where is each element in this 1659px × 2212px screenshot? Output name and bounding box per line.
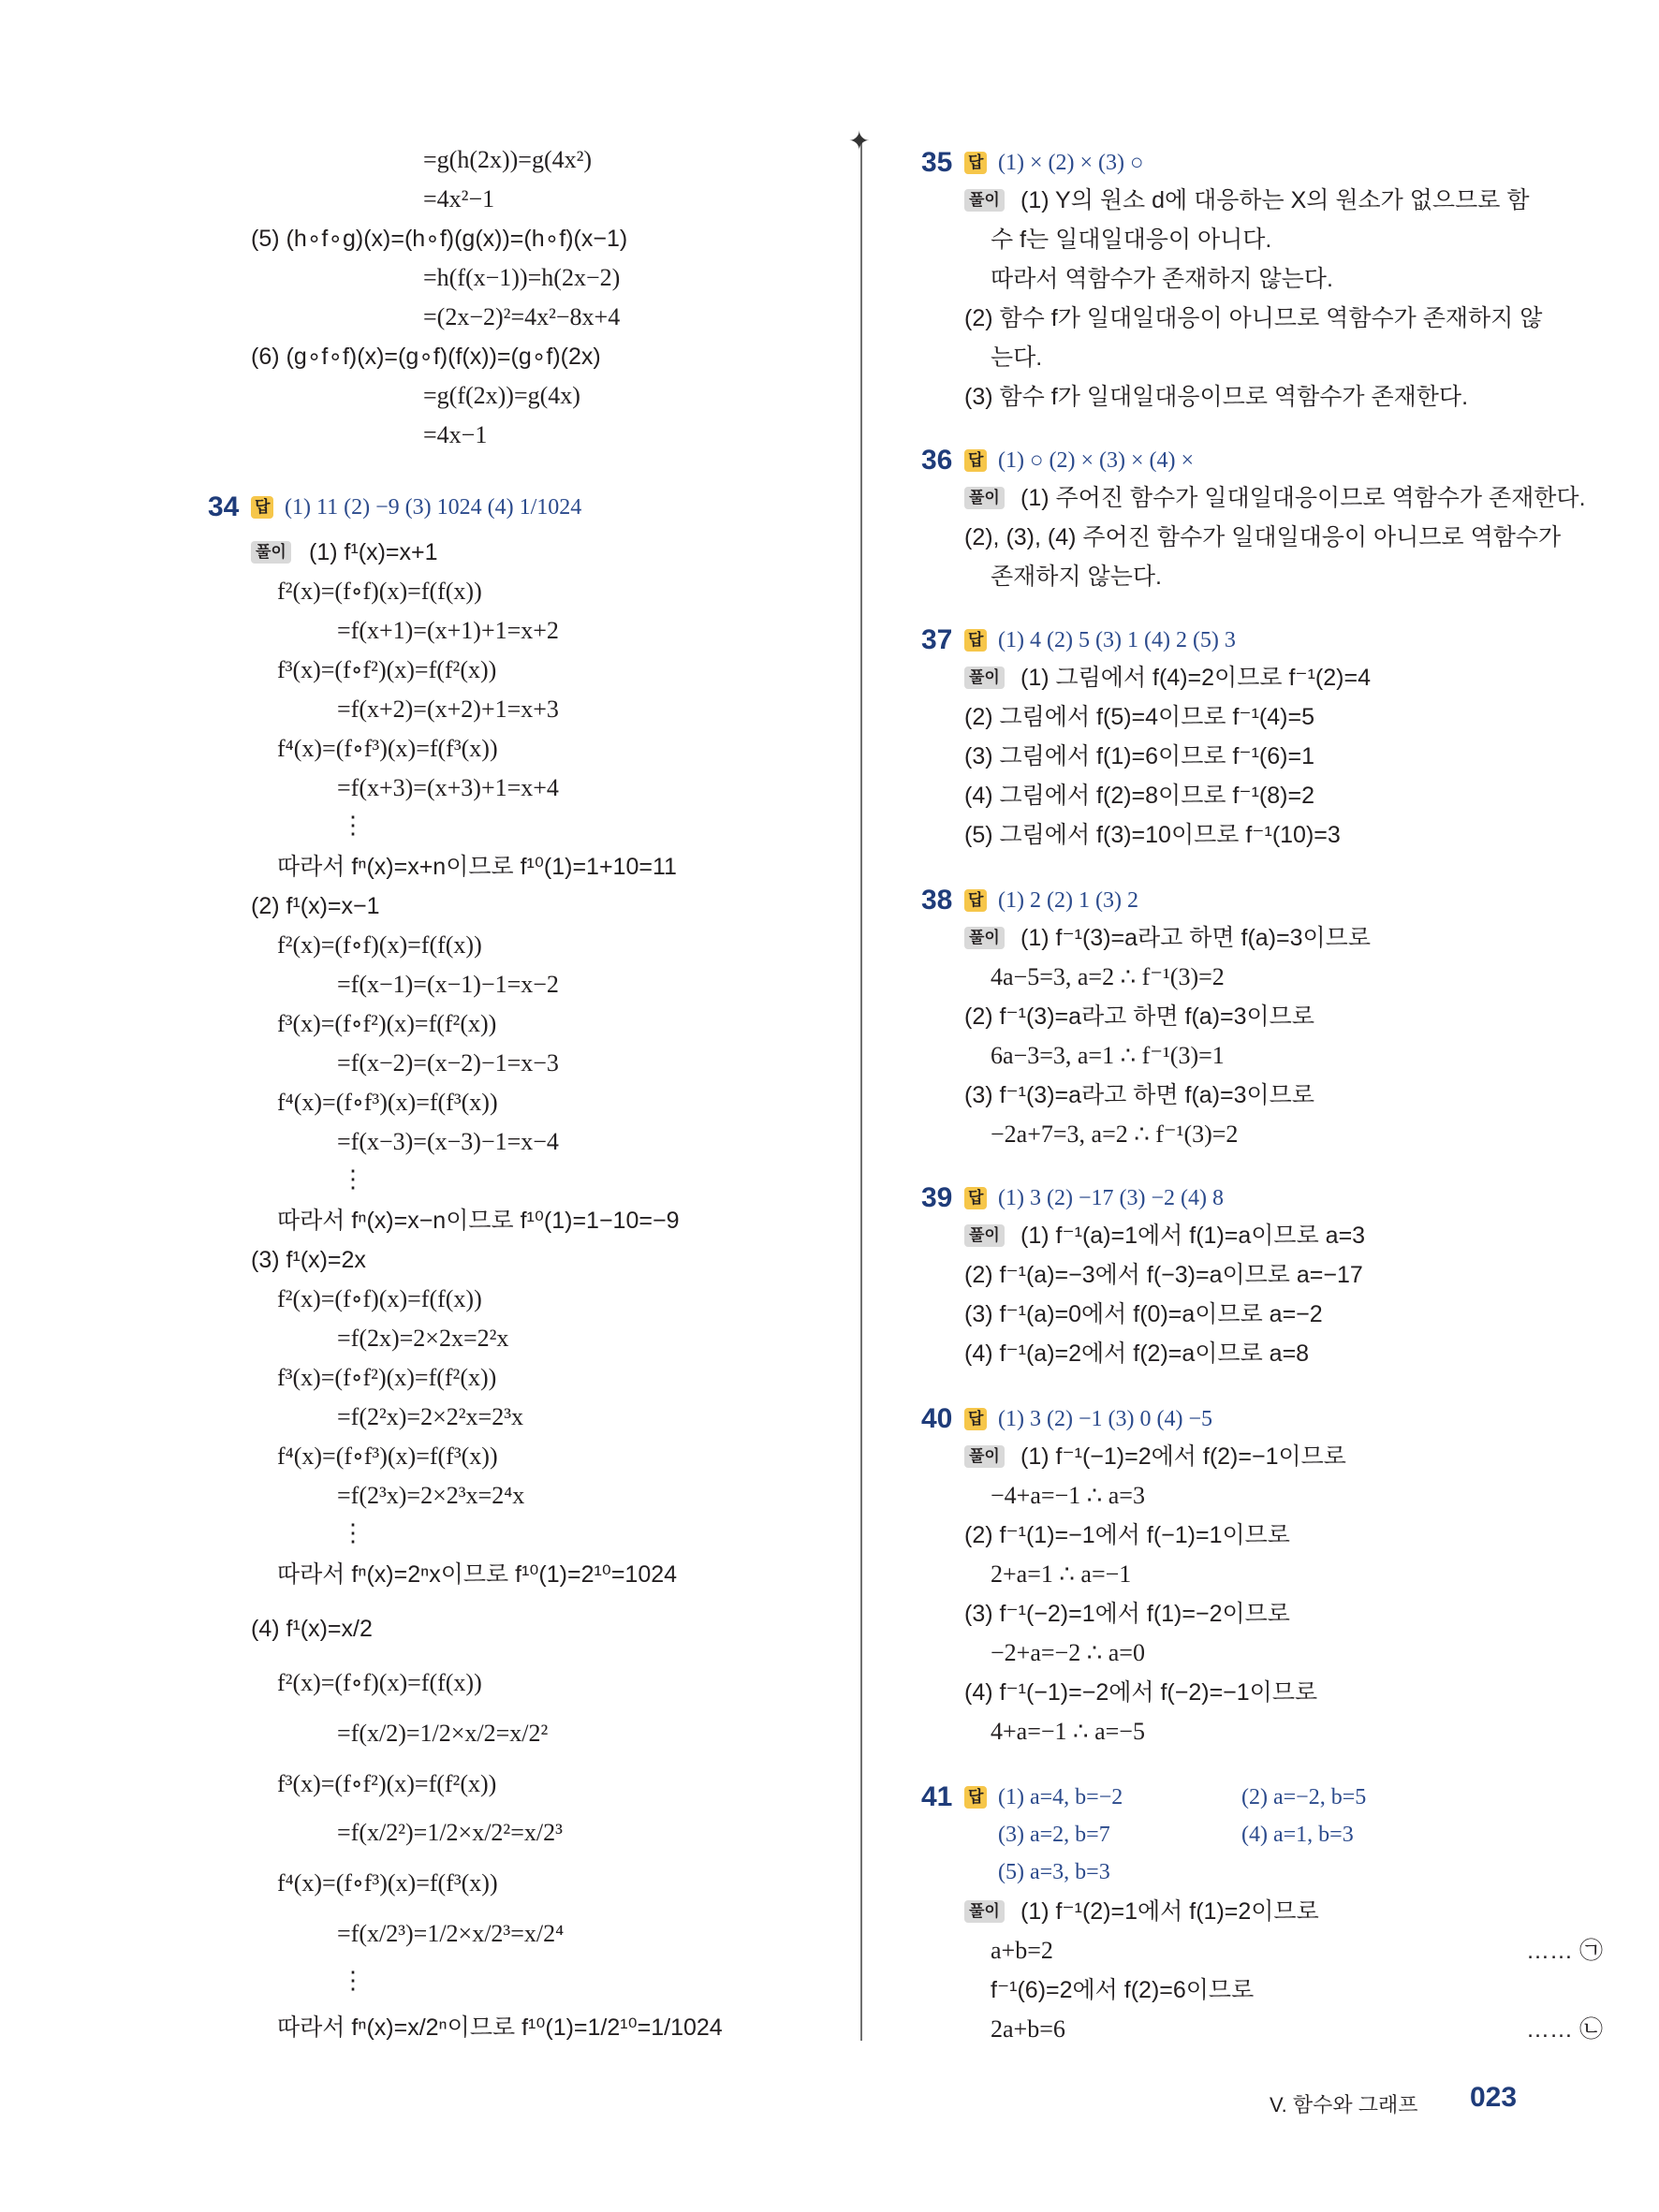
question-number: 41: [921, 1781, 953, 1812]
math-line: (6) (g∘f∘f)(x)=(g∘f)(f(x))=(g∘f)(2x): [251, 344, 601, 370]
ellipsis: ⋮: [341, 1519, 365, 1546]
text-line: 따라서 역함수가 존재하지 않는다.: [991, 266, 1333, 292]
math-line: =(2x−2)²=4x²−8x+4: [423, 303, 621, 330]
text-line: (4) f⁻¹(a)=2에서 f(2)=a이므로 a=8: [964, 1340, 1310, 1367]
answer-line: (1) 3 (2) −17 (3) −2 (4) 8: [998, 1186, 1225, 1210]
math-line: (2) f¹(x)=x−1: [251, 893, 380, 919]
answer-line: (1) 4 (2) 5 (3) 1 (4) 2 (5) 3: [998, 628, 1236, 652]
answer-badge: 답: [251, 496, 273, 519]
math-line: f⁴(x)=(f∘f³)(x)=f(f³(x)): [277, 735, 498, 762]
question-number: 34: [208, 491, 240, 522]
math-line: f²(x)=(f∘f)(x)=f(f(x)): [277, 931, 482, 959]
math-line: =f(x+3)=(x+3)+1=x+4: [337, 774, 559, 801]
text-line: (4) 그림에서 f(2)=8이므로 f⁻¹(8)=2: [964, 783, 1314, 809]
text-line: 존재하지 않는다.: [991, 564, 1162, 590]
answer-line: (1) a=4, b=−2: [998, 1785, 1123, 1809]
text-line: (2) 그림에서 f(5)=4이므로 f⁻¹(4)=5: [964, 704, 1314, 730]
math-line: 따라서 fⁿ(x)=x+n이므로 f¹⁰(1)=1+10=11: [277, 854, 677, 880]
math-line: =f(x−3)=(x−3)−1=x−4: [337, 1128, 559, 1155]
math-line: =f(x−2)=(x−2)−1=x−3: [337, 1049, 559, 1077]
answer-line: (1) 11 (2) −9 (3) 1024 (4) 1/1024: [285, 495, 582, 520]
math-line: =f(x/2²)=1/2×x/2²=x/2³: [337, 1819, 563, 1846]
answer-badge: 답: [964, 629, 987, 652]
question-number: 40: [921, 1403, 953, 1434]
math-line: =f(x/2³)=1/2×x/2³=x/2⁴: [337, 1920, 565, 1947]
math-line: 2+a=1 ∴ a=−1: [991, 1560, 1132, 1588]
math-line: f²(x)=(f∘f)(x)=f(f(x)): [277, 1285, 482, 1312]
answer-line: (1) × (2) × (3) ○: [998, 151, 1144, 175]
solution-badge: 풀이: [964, 1900, 1005, 1923]
text-line: (1) f⁻¹(3)=a라고 하면 f(a)=3이므로: [1020, 925, 1371, 951]
solution-badge: 풀이: [964, 487, 1005, 509]
answer-badge: 답: [964, 152, 987, 174]
text-line: (2) 함수 f가 일대일대응이 아니므로 역함수가 존재하지 않: [964, 305, 1543, 331]
math-line: =f(2x)=2×2x=2²x: [337, 1325, 509, 1352]
math-line: (4) f¹(x)=x/2: [251, 1616, 373, 1642]
question-number: 39: [921, 1182, 953, 1213]
text-line: (3) f⁻¹(−2)=1에서 f(1)=−2이므로: [964, 1601, 1290, 1627]
solution-badge: 풀이: [964, 1445, 1005, 1468]
math-line: =4x²−1: [423, 185, 495, 212]
math-line: (5) (h∘f∘g)(x)=(h∘f)(g(x))=(h∘f)(x−1): [251, 226, 628, 252]
math-line: f³(x)=(f∘f²)(x)=f(f²(x)): [277, 1010, 497, 1037]
equation-mark: …… ㉠: [1526, 1938, 1603, 1964]
answer-line: (1) ○ (2) × (3) × (4) ×: [998, 448, 1195, 473]
text-line: f⁻¹(6)=2에서 f(2)=6이므로: [991, 1977, 1255, 2003]
answer-line: (1) 3 (2) −1 (3) 0 (4) −5: [998, 1407, 1213, 1431]
answer-line: (1) 2 (2) 1 (3) 2: [998, 888, 1138, 913]
math-line: 4a−5=3, a=2 ∴ f⁻¹(3)=2: [991, 963, 1225, 990]
math-line: =f(x/2)=1/2×x/2=x/2²: [337, 1720, 549, 1747]
divider-arrow-icon: ✦: [848, 127, 871, 156]
math-line: 4+a=−1 ∴ a=−5: [991, 1718, 1145, 1745]
text-line: (2) f⁻¹(3)=a라고 하면 f(a)=3이므로: [964, 1003, 1314, 1030]
text-line: 수 f는 일대일대응이 아니다.: [991, 227, 1272, 253]
text-line: (1) f⁻¹(−1)=2에서 f(2)=−1이므로: [1020, 1443, 1346, 1470]
math-line: (1) f¹(x)=x+1: [309, 539, 438, 565]
solution-badge: 풀이: [964, 667, 1005, 689]
math-line: f⁴(x)=(f∘f³)(x)=f(f³(x)): [277, 1869, 498, 1897]
answer-line: (2) a=−2, b=5: [1241, 1785, 1367, 1809]
math-line: 6a−3=3, a=1 ∴ f⁻¹(3)=1: [991, 1042, 1225, 1069]
solution-badge: 풀이: [964, 1224, 1005, 1247]
math-line: f²(x)=(f∘f)(x)=f(f(x)): [277, 1669, 482, 1696]
math-line: =h(f(x−1))=h(2x−2): [423, 264, 621, 291]
text-line: 는다.: [991, 344, 1043, 371]
answer-badge: 답: [964, 449, 987, 472]
question-number: 37: [921, 624, 953, 655]
text-line: (1) 그림에서 f(4)=2이므로 f⁻¹(2)=4: [1020, 665, 1371, 691]
answer-badge: 답: [964, 1187, 987, 1209]
text-line: (4) f⁻¹(−1)=−2에서 f(−2)=−1이므로: [964, 1679, 1318, 1706]
math-line: =g(h(2x))=g(4x²): [423, 146, 593, 173]
text-line: (1) Y의 원소 d에 대응하는 X의 원소가 없으므로 함: [1020, 187, 1530, 213]
answer-line: (3) a=2, b=7: [998, 1823, 1110, 1847]
math-line: =g(f(2x))=g(4x): [423, 382, 580, 409]
solution-badge: 풀이: [964, 927, 1005, 949]
answer-badge: 답: [964, 889, 987, 912]
answer-badge: 답: [964, 1408, 987, 1430]
answer-line: (4) a=1, b=3: [1241, 1823, 1354, 1847]
page-number: 023: [1470, 2082, 1518, 2113]
math-line: (3) f¹(x)=2x: [251, 1247, 366, 1273]
answer-line: (5) a=3, b=3: [998, 1860, 1110, 1884]
math-line: 따라서 fⁿ(x)=2ⁿx이므로 f¹⁰(1)=2¹⁰=1024: [277, 1561, 678, 1588]
solution-badge: 풀이: [964, 189, 1005, 212]
text-line: (2), (3), (4) 주어진 함수가 일대일대응이 아니므로 역함수가: [964, 524, 1562, 550]
question-number: 36: [921, 445, 953, 476]
answer-badge: 답: [964, 1786, 987, 1809]
math-line: a+b=2: [991, 1937, 1053, 1964]
footer-section-title: V. 함수와 그래프: [1270, 2093, 1418, 2117]
question-number: 38: [921, 885, 953, 916]
text-line: (2) f⁻¹(1)=−1에서 f(−1)=1이므로: [964, 1522, 1290, 1548]
math-line: f⁴(x)=(f∘f³)(x)=f(f³(x)): [277, 1089, 498, 1116]
text-line: (1) 주어진 함수가 일대일대응이므로 역함수가 존재한다.: [1020, 485, 1586, 511]
ellipsis: ⋮: [341, 1165, 365, 1193]
column-divider: [860, 140, 862, 2041]
equation-mark: …… ㉡: [1526, 2016, 1603, 2043]
math-line: =f(2³x)=2×2³x=2⁴x: [337, 1482, 525, 1509]
ellipsis: ⋮: [341, 1967, 365, 1994]
math-line: f³(x)=(f∘f²)(x)=f(f²(x)): [277, 1364, 497, 1391]
math-line: f³(x)=(f∘f²)(x)=f(f²(x)): [277, 656, 497, 683]
ellipsis: ⋮: [341, 812, 365, 839]
text-line: (5) 그림에서 f(3)=10이므로 f⁻¹(10)=3: [964, 822, 1341, 848]
math-line: f⁴(x)=(f∘f³)(x)=f(f³(x)): [277, 1443, 498, 1470]
math-line: =f(2²x)=2×2²x=2³x: [337, 1403, 524, 1430]
text-line: (1) f⁻¹(a)=1에서 f(1)=a이므로 a=3: [1020, 1223, 1366, 1249]
math-line: 따라서 fⁿ(x)=x−n이므로 f¹⁰(1)=1−10=−9: [277, 1208, 680, 1234]
math-line: −4+a=−1 ∴ a=3: [991, 1482, 1145, 1509]
math-line: −2a+7=3, a=2 ∴ f⁻¹(3)=2: [991, 1121, 1239, 1148]
text-line: (2) f⁻¹(a)=−3에서 f(−3)=a이므로 a=−17: [964, 1262, 1363, 1288]
text-line: (1) f⁻¹(2)=1에서 f(1)=2이므로: [1020, 1898, 1319, 1925]
solution-badge: 풀이: [251, 541, 291, 564]
math-line: =f(x+1)=(x+1)+1=x+2: [337, 617, 559, 644]
text-line: (3) 그림에서 f(1)=6이므로 f⁻¹(6)=1: [964, 743, 1314, 769]
math-line: =f(x+2)=(x+2)+1=x+3: [337, 696, 559, 723]
math-line: f²(x)=(f∘f)(x)=f(f(x)): [277, 578, 482, 605]
math-line: =f(x−1)=(x−1)−1=x−2: [337, 971, 559, 998]
math-line: 따라서 fⁿ(x)=x/2ⁿ이므로 f¹⁰(1)=1/2¹⁰=1/1024: [277, 2014, 723, 2041]
math-line: f³(x)=(f∘f²)(x)=f(f²(x)): [277, 1770, 497, 1797]
math-line: =4x−1: [423, 421, 488, 448]
text-line: (3) f⁻¹(3)=a라고 하면 f(a)=3이므로: [964, 1082, 1314, 1108]
math-line: −2+a=−2 ∴ a=0: [991, 1639, 1145, 1666]
question-number: 35: [921, 147, 953, 178]
text-line: (3) f⁻¹(a)=0에서 f(0)=a이므로 a=−2: [964, 1301, 1323, 1327]
math-line: 2a+b=6: [991, 2015, 1065, 2043]
text-line: (3) 함수 f가 일대일대응이므로 역함수가 존재한다.: [964, 384, 1469, 410]
